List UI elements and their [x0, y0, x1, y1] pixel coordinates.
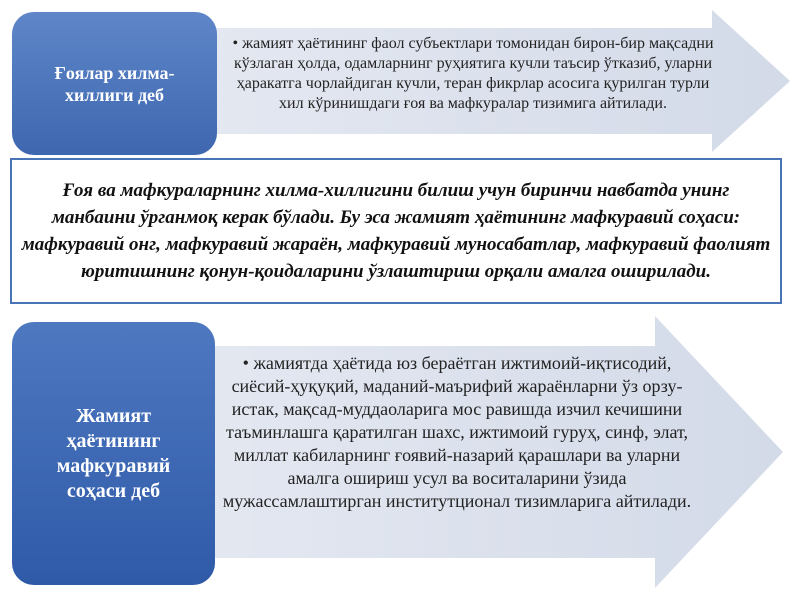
label-ideas-diversity: Ғоялар хилма- хиллиги деб: [54, 62, 175, 105]
definition-text: жамият ҳаётининг фаол субъектлари томонидан бирон-бир мақсадни кўзлаган ҳолда, одамларнинг руҳиятига кучли таъсир ўтказиб, уларни ҳаракатга чорлайдиган кучли, теран фикрлар асосига қурилган турли хил кўринишдаги ғоя ва мафкуралар тизимига айтилади.: [233, 35, 714, 112]
summary-text: Ғоя ва мафкураларнинг хилма-хиллигини билиш учун биринчи навбатда унинг манбаини ўрганмоқ керак бўлади. Бу эса жамият ҳаётининг мафкуравий соҳаси: мафкуравий онг, мафкуравий жараён, мафкуравий муносабатлар, мафкуравий фаолият юритишнинг қонун-қоидаларини ўзлаштириш орқали амалга оширилади.: [21, 180, 771, 282]
label-box-ideas-diversity: [12, 12, 217, 155]
label-box-ideological-sphere: [12, 322, 215, 585]
bullet-marker: •: [232, 35, 239, 52]
definition-ideas-diversity: [228, 34, 718, 114]
summary-box: [10, 158, 782, 304]
definition-ideological-sphere: [222, 352, 692, 513]
bullet-marker: •: [242, 353, 249, 373]
label-ideological-sphere: Жамият ҳаётининг мафкуравий соҳаси деб: [56, 404, 171, 502]
definition-text: жамиятда ҳаётида юз бераётган ижтимоий-иқтисодий, сиёсий-ҳуқуқий, маданий-маърифий жараёнларни ўз орзу-истак, мақсад-муддаоларига мос равишда изчил кечишини таъминлашга қаратилган шахс, ижтимоий гуруҳ, синф, элат, миллат кабиларнинг ғоявий-назарий қарашлари ва уларни амалга ошириш усул ва воситаларини ўзида мужассамлаштирган институтционал тизимларига айтилади.: [222, 353, 692, 511]
